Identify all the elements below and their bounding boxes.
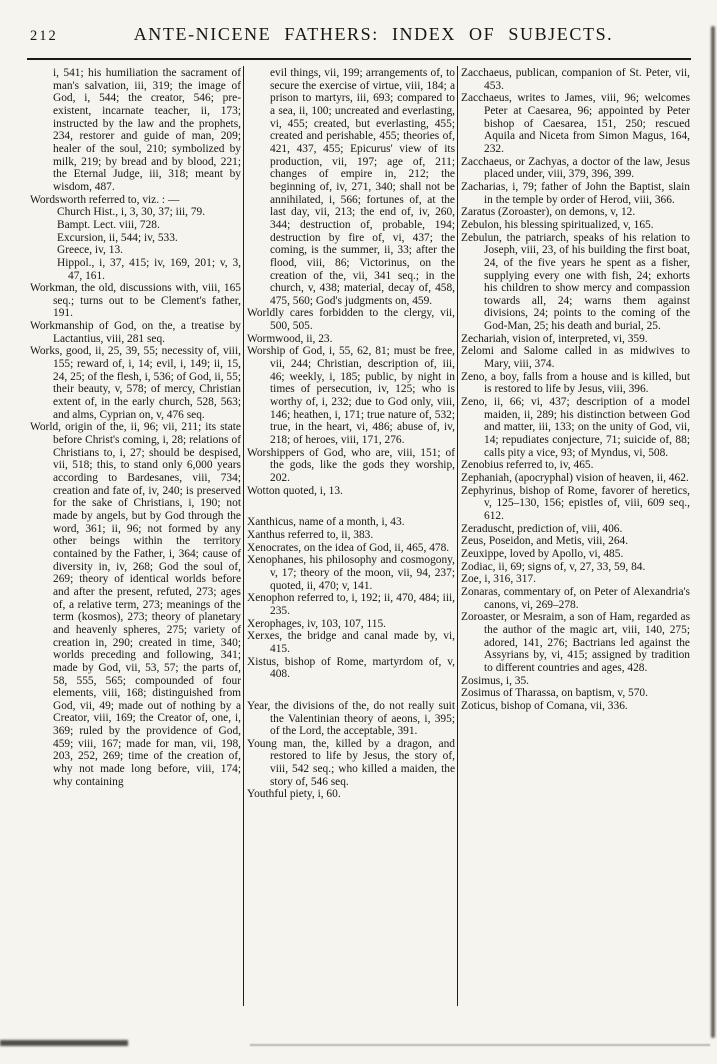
index-paragraph: Zosimus of Tharassa, on baptism, v, 570. xyxy=(461,687,648,700)
index-paragraph: Zeus, Poseidon, and Metis, viii, 264. xyxy=(461,535,629,548)
index-column xyxy=(461,67,690,801)
index-paragraph: Zephaniah, (apocryphal) vision of heaven, ii, 462. xyxy=(461,472,689,484)
index-paragraph: Workman, the old, discussions with, viii, 165 seq.; turns out to be Clement's father, 191. xyxy=(30,282,241,320)
index-paragraph: Xistus, bishop of Rome, martyrdom of, v, 408. xyxy=(247,655,455,681)
index-paragraph: Bampt. Lect. viii, 728. xyxy=(57,218,160,231)
column-divider-rule xyxy=(457,66,458,1006)
index-paragraph: Xanthicus, name of a month, i, 43. xyxy=(247,516,405,529)
index-paragraph: Zeraduscht, prediction of, viii, 406. xyxy=(461,522,623,535)
index-paragraph: Zacharias, i, 79; father of John the Baptist, slain in the temple by order of Herod, viii, 366. xyxy=(461,180,690,206)
index-paragraph: Zebulun, the patriarch, speaks of his relation to Joseph, viii, 23, of his building the first boat, 24, of the five years he spent as a fisher, supplying every one with fish, 24; exhorts his children to show mercy and compassion towards all, 24; warns them against divisions, 24; points to the coming of the God-Man, 25; his death and burial, 25. xyxy=(461,231,690,333)
index-column xyxy=(30,67,241,801)
index-paragraph: Zebulon, his blessing spiritualized, v, 165. xyxy=(461,218,654,231)
index-paragraph: Zeno, a boy, falls from a house and is killed, but is restored to life by Jesus, viii, 396. xyxy=(461,370,690,396)
scan-artifact-right-edge xyxy=(711,26,715,1038)
index-paragraph: Worship of God, i, 55, 62, 81; must be free, vii, 244; Christian, description of, iii, 46; weekly, i, 185; public, by night in times of persecution, iv, 125; who is worthy of, i, 232; due to God only, viii, 146; heathen, i, 171; true nature of, 532; true, in the heart, vi, 486; abuse of, iv, 218; of heroes, viii, 171, 276. xyxy=(247,345,455,447)
index-paragraph: Year, the divisions of the, do not really suit the Valentinian theory of aeons, i, 395; of the Lord, the acceptable, 391. xyxy=(247,699,455,738)
index-column xyxy=(247,67,455,801)
index-paragraph: Xenophanes, his philosophy and cosmogony, v, 17; theory of the moon, vii, 94, 237; quoted, ii, 470; v, 141. xyxy=(247,554,455,592)
index-paragraph: Greece, iv, 13. xyxy=(57,244,123,257)
index-paragraph: Zacchaeus, or Zachyas, a doctor of the law, Jesus placed under, viii, 379, 396, 399. xyxy=(461,155,690,181)
scan-artifact-bottom-left-smudge xyxy=(0,1040,128,1046)
index-paragraph: Zacchaeus, publican, companion of St. Peter, vii, 453. xyxy=(461,67,690,92)
index-paragraph: Zoroaster, or Mesraim, a son of Ham, regarded as the author of the magic art, viii, 140, 275; adored, 141, 276; Bactrians led against the Assyrians by, vi, 415; assigned by tradition to different countries and ages, 428. xyxy=(461,611,690,674)
index-paragraph: Xenocrates, on the idea of God, ii, 465, 478. xyxy=(247,541,450,554)
scan-artifact-bottom-streak xyxy=(250,1044,710,1046)
page-number: 212 xyxy=(30,28,58,44)
column-divider-rule xyxy=(243,66,244,1006)
index-paragraph: Zoticus, bishop of Comana, vii, 336. xyxy=(461,699,628,712)
index-paragraph: Zoe, i, 316, 317. xyxy=(461,573,536,586)
index-paragraph: Worshippers of God, who are, viii, 151; of the gods, like the gods they worship, 202. xyxy=(247,446,455,484)
index-paragraph: Zelomi and Salome called in as midwives to Mary, viii, 374. xyxy=(461,345,690,371)
index-paragraph: Zechariah, vision of, interpreted, vi, 359. xyxy=(461,332,648,345)
index-paragraph: Works, good, ii, 25, 39, 55; necessity of, viii, 155; reward of, i, 14; evil, i, 149; ii, 15, 24, 25; of the flesh, i, 536; of God, ii, 55; their beauty, v, 578; of mercy, Christian extent of, in the early church, 528, 563; and alms, Cyprian on, v, 476 seq. xyxy=(30,345,241,421)
header-rule xyxy=(27,58,691,60)
index-paragraph: Wotton quoted, i, 13. xyxy=(247,484,343,497)
index-paragraph: Excursion, ii, 544; iv, 533. xyxy=(57,231,178,244)
page-body xyxy=(30,67,690,801)
index-paragraph: Youthful piety, i, 60. xyxy=(247,788,341,801)
index-paragraph: Wordsworth referred to, viz. : — xyxy=(30,193,180,206)
index-paragraph: Hippol., i, 37, 415; iv, 169, 201; v, 3, 47, 161. xyxy=(57,256,241,282)
index-paragraph: Wormwood, ii, 23. xyxy=(247,332,333,345)
index-paragraph: Worldly cares forbidden to the clergy, vii, 500, 505. xyxy=(247,307,455,333)
index-paragraph: Young man, the, killed by a dragon, and restored to life by Jesus, the story of, viii, 542 seq.; who killed a maiden, the story of, 546 seq. xyxy=(247,737,455,788)
index-paragraph: Zosimus, i, 35. xyxy=(461,674,530,687)
index-paragraph: Zodiac, ii, 69; signs of, v, 27, 33, 59, 84. xyxy=(461,560,646,573)
index-paragraph: Xenophon referred to, i, 192; ii, 470, 484; iii, 235. xyxy=(247,592,455,617)
index-paragraph: evil things, vii, 199; arrangements of, to secure the exercise of virtue, viii, 184; a prison to martyrs, iii, 693; compared to a sea, ii, 100; uncreated and everlasting, vi, 455; created, but everlasting, 455; created and perishable, 455; theories of, 421, 437, 455; Epicurus' view of its production, vii, 197; age of, 211; changes of empire in, 212; the beginning of, iv, 271, 340; shall not be annihilated, i, 566; fortunes of, at the last day, vii, 213; the end of, iv, 260, 344; destruction of, probable, 194; destruction by fire of, vi, 437; the coming, is the summer, ii, 33; after the flood, viii, 86; Victorinus, on the creation of the, vii, 341 seq.; in the church, v, 438; material, decay of, 458, 475, 560; God's judgments on, 459. xyxy=(270,67,455,307)
index-paragraph: World, origin of the, ii, 96; vii, 211; its state before Christ's coming, i, 28; relations of Christians to, i, 27; should be despised, vii, 518; this, to stand only 6,000 years according to Bardesanes, viii, 734; creation and fate of, iv, 240; is preserved for the sake of Christians, i, 190; not made by angels, but by God through the word, 361; ii, 96; not formed by any other beings within the territory contained by the Father, i, 364; cause of diversity in, iv, 268; God the soul of, 269; theory of identical worlds before and after the present, refuted, 273; ages of, a relative term, 273; meanings of the term (kosmos), 273; theory of planetary and heavenly spheres, 275; variety of creation in, 290; created in time, 340; worlds preceding and following, 341; made by God, vii, 53, 57; the parts of, 58, 555, 565; compounded of four elements, viii, 168; distinguished from God, vii, 49; made out of nothing by a Creator, viii, 169; the Creator of, one, i, 369; ruled by the providence of God, 459; viii, 167; made for man, vii, 198, 203, 252, 269; time of the creation of, why not made long before, viii, 174; why containing xyxy=(30,421,241,788)
index-paragraph: Xerophages, iv, 103, 107, 115. xyxy=(247,617,386,630)
index-paragraph: Xanthus referred to, ii, 383. xyxy=(247,528,374,541)
index-paragraph: Zaratus (Zoroaster), on demons, v, 12. xyxy=(461,206,636,219)
index-paragraph: Church Hist., i, 3, 30, 37; iii, 79. xyxy=(57,206,206,219)
index-paragraph: Zeuxippe, loved by Apollo, vi, 485. xyxy=(461,547,624,560)
page-title: ANTE-NICENE FATHERS: INDEX OF SUBJECTS. xyxy=(133,24,614,44)
index-paragraph: Zephyrinus, bishop of Rome, favorer of heretics, v, 125–130, 156; epistles of, viii, 609 seq., 612. xyxy=(461,484,690,522)
index-paragraph: Zonaras, commentary of, on Peter of Alexandria's canons, vi, 269–278. xyxy=(461,585,690,611)
index-paragraph: Zenobius referred to, iv, 465. xyxy=(461,459,594,472)
index-paragraph: Zacchaeus, writes to James, viii, 96; welcomes Peter at Caesarea, 96; appointed by Peter bishop of Caesarea, 151, 250; rescued Aquila and Niceta from Simon Magus, 164, 232. xyxy=(461,92,690,155)
index-paragraph: i, 541; his humiliation the sacrament of man's salvation, iii, 319; the image of God, i, 544; the creator, 546; pre-existent, incarnate teacher, ii, 173; instructed by the law and the prophets, 234, restorer and guide of man, 209; healer of the soul, 210; symbolized by milk, 219; by bread and by blood, 221; the Eternal Judge, iii, 318; meant by wisdom, 487. xyxy=(53,67,241,193)
index-paragraph: Xerxes, the bridge and canal made by, vi, 415. xyxy=(247,630,455,655)
index-paragraph: Zeno, ii, 66; vi, 437; description of a model maiden, ii, 289; his distinction between God and matter, iii, 133; on the unity of God, vii, 14; repudiates conjecture, 71; suicide of, 88; calls pity a vice, 93; of Myndus, vi, 508. xyxy=(461,396,690,459)
index-paragraph: Workmanship of God, on the, a treatise by Lactantius, viii, 281 seq. xyxy=(30,320,241,345)
